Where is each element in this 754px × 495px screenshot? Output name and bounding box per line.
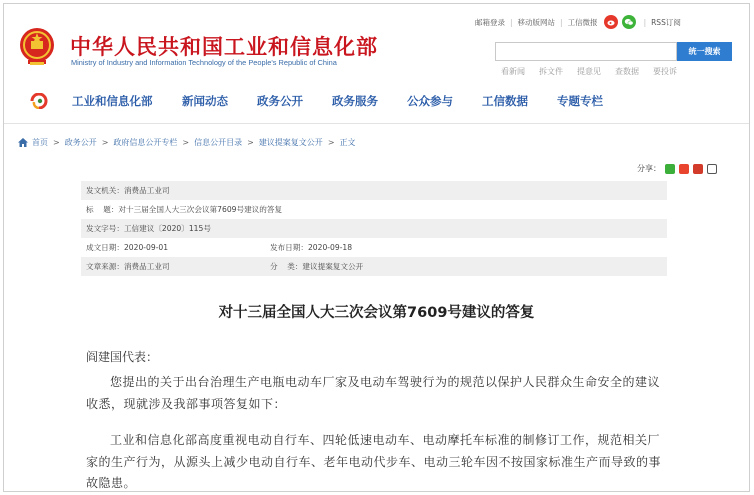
breadcrumb-current: 正文 [339, 138, 356, 147]
breadcrumb-home[interactable]: 首页 [32, 138, 48, 147]
nav-item-news[interactable]: 新闻动态 [182, 94, 228, 108]
site-subtitle: Ministry of Industry and Information Technology of the People's Republic of China [71, 58, 337, 67]
home-icon[interactable] [18, 138, 28, 147]
search-input[interactable] [495, 42, 677, 61]
rss-link[interactable]: RSS订阅 [651, 17, 681, 27]
divider: | [560, 17, 563, 27]
article-title: 对十三届全国人大三次会议第7609号建议的答复 [218, 305, 535, 321]
meta-created-date: 成文日期：2020-09-01 [86, 243, 169, 252]
breadcrumb-info-disclosure[interactable]: 政府信息公开专栏 [113, 138, 178, 147]
quick-link-data[interactable]: 查数据 [615, 67, 639, 76]
quick-link-news[interactable]: 看新闻 [501, 67, 525, 76]
share-pdf-icon[interactable] [693, 164, 703, 174]
breadcrumb [18, 137, 356, 148]
meta-category: 分 类：建议提案复文公开 [270, 262, 364, 271]
breadcrumb-gov-affairs[interactable]: 政务公开 [64, 138, 97, 147]
nav-item-public-participation[interactable]: 公众参与 [407, 94, 453, 108]
nav-divider [4, 123, 749, 124]
article-paragraph-2: 工业和信息化部高度重视电动自行车、四轮低速电动车、电动摩托车标准的制修订工作，规范相关厂家的生产行为，从源头上减少电动自行车、老年电动代步车、电动三轮车因不按国家标准生产而导致的事故隐患。 [86, 433, 662, 491]
quick-links [501, 66, 677, 77]
unified-search-button[interactable]: 统一搜索 [677, 42, 732, 61]
document-meta-table [81, 181, 667, 276]
breadcrumb-separator: > [53, 138, 60, 147]
article-paragraph-1: 您提出的关于出台治理生产电瓶电动车厂家及电动车驾驶行为的规范以保护人民群众生命安全的建议收悉，现就涉及我部事项答复如下： [86, 375, 661, 411]
meta-row-dates [81, 238, 667, 257]
mobile-site-link[interactable]: 移动版网站 [517, 17, 556, 27]
article-salutation: 阎建国代表： [86, 350, 159, 364]
meta-row-doc-number [81, 219, 667, 238]
ministry-logo-icon[interactable] [29, 93, 49, 109]
quick-link-feedback[interactable]: 提意见 [577, 67, 601, 76]
weibo-icon[interactable] [604, 15, 618, 29]
meta-row-issuer [81, 181, 667, 200]
page-frame [3, 3, 750, 492]
site-title[interactable]: 中华人民共和国工业和信息化部 [70, 35, 378, 59]
meta-row-source [81, 257, 667, 276]
meta-source: 文章来源：消费品工业司 [86, 262, 170, 271]
meta-published-date: 发布日期：2020-09-18 [270, 243, 353, 252]
share-bar [637, 163, 717, 174]
breadcrumb-separator: > [182, 138, 190, 147]
national-emblem-icon [18, 26, 56, 66]
nav-item-topics[interactable]: 专题专栏 [557, 94, 603, 108]
divider: | [643, 17, 647, 27]
top-links [475, 14, 681, 30]
meta-title: 标 题：对十三届全国人大三次会议第7609号建议的答复 [86, 205, 283, 214]
main-nav [4, 90, 749, 112]
share-wechat-icon[interactable] [665, 164, 675, 174]
nav-item-ministry[interactable]: 工业和信息化部 [72, 94, 153, 108]
divider: | [510, 17, 513, 27]
meta-doc-number: 发文字号：工信建议〔2020〕115号 [86, 224, 211, 233]
meta-issuer: 发文机关：消费品工业司 [86, 186, 170, 195]
share-weibo-icon[interactable] [679, 164, 689, 174]
quick-link-documents[interactable]: 拆文件 [539, 67, 563, 76]
breadcrumb-proposals[interactable]: 建议提案复文公开 [258, 138, 323, 147]
share-label: 分享： [637, 164, 661, 173]
meta-row-title [81, 200, 667, 219]
breadcrumb-separator: > [327, 138, 335, 147]
print-icon[interactable] [707, 164, 717, 174]
wechat-icon[interactable] [622, 15, 636, 29]
breadcrumb-separator: > [101, 138, 109, 147]
breadcrumb-separator: > [247, 138, 254, 147]
nav-item-gov-affairs[interactable]: 政务公开 [257, 94, 303, 108]
breadcrumb-catalog[interactable]: 信息公开目录 [194, 138, 243, 147]
nav-item-data[interactable]: 工信数据 [482, 94, 528, 108]
nav-item-services[interactable]: 政务服务 [332, 94, 378, 108]
gongxin-weibao-link[interactable]: 工信微报 [567, 17, 598, 27]
quick-link-complaint[interactable]: 要投诉 [653, 67, 677, 76]
mail-login-link[interactable]: 邮箱登录 [475, 17, 505, 27]
